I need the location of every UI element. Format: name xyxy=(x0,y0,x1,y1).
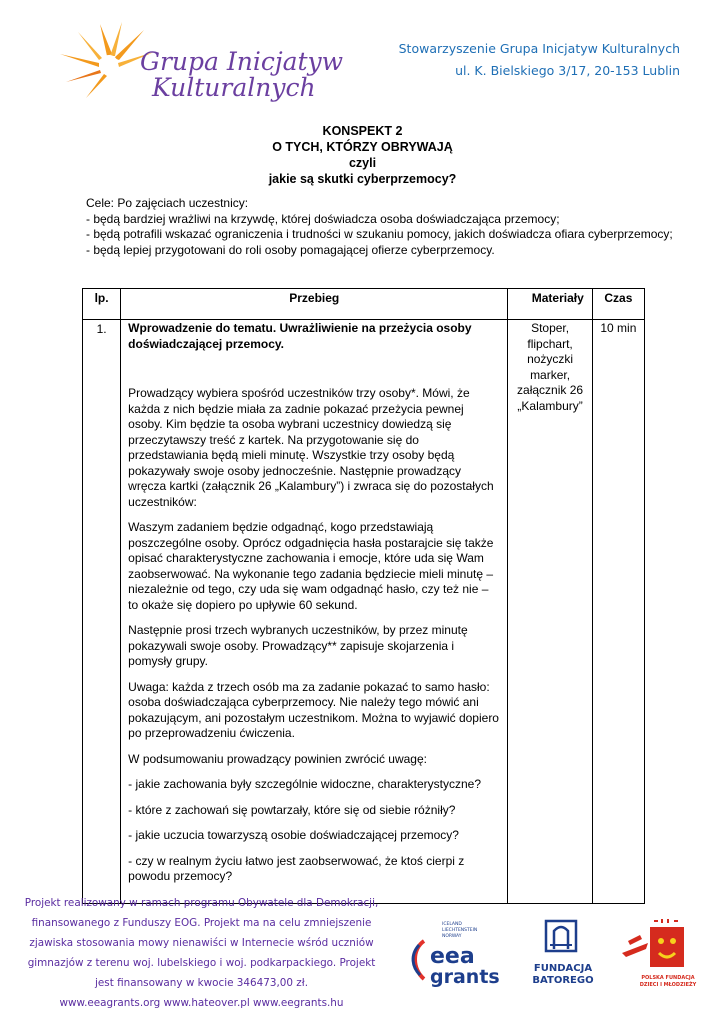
eea-country: LIECHTENSTEIN xyxy=(442,928,478,933)
step-paragraph: Prowadzący wybiera spośród uczestników trzy osoby*. Mówi, że każda z nich będzie miała za zadnie pokazać przeżycia pewnej osoby. Kim będzie ta osoba wybrani uczestnicy dowiedzą się przeczytawszy treść z kartek. Na przygotowanie się do przedstawiania będą mieli minutę. Wszystkie trzy osoby będą pokazywały swoje osoby jednocześnie. Następnie prowadzący wręcza kartki (załącznik 26 „Kalambury”) i zwraca się do pozostałych uczestników: xyxy=(128,386,494,509)
row-description xyxy=(121,320,508,904)
title-line-3: czyli xyxy=(348,156,377,170)
summary-question: - jakie uczucia towarzyszą osobie doświadczającej przemocy? xyxy=(128,828,459,842)
lesson-plan-table xyxy=(82,288,645,904)
row-time: 10 min xyxy=(592,320,644,904)
material-item: flipchart, xyxy=(527,336,573,351)
title-line-4: jakie są skutki cyberprzemocy? xyxy=(268,172,457,186)
row-number: 1. xyxy=(83,320,121,904)
batory-icon xyxy=(528,919,598,995)
batory-line1: FUNDACJA xyxy=(533,963,593,974)
footer-line: zjawiska stosowania mowy nienawiści w Internecie wśród uczniów xyxy=(29,937,374,949)
eea-country: ICELAND xyxy=(442,922,462,927)
eea-country: NORWAY xyxy=(442,934,462,939)
footer-line: finansowanego z Funduszy EOG. Projekt ma na celu zmniejszenie xyxy=(31,917,372,929)
summary-question: - jakie zachowania były szczególnie widoczne, charakterystyczne? xyxy=(128,777,481,791)
pfdim-icon xyxy=(620,913,700,997)
footer-line: gimnazjów z terenu woj. lubelskiego i woj. podkarpackiego. Projekt xyxy=(27,957,376,969)
logo-text-line2: Kulturalnych xyxy=(152,73,316,102)
sponsor-logos xyxy=(398,905,713,1005)
batory-logo xyxy=(528,919,598,995)
step-paragraph: Następnie prosi trzech wybranych uczestników, by przez minutę pokazywali swoje osoby. Prowadzący** zapisuje skojarzenia i pomysły grupy. xyxy=(128,623,468,668)
row-materials xyxy=(508,320,592,904)
pfdim-line1: POLSKA FUNDACJA xyxy=(641,975,695,981)
goal-item: - będą bardziej wrażliwi na krzywdę, której doświadcza osoba doświadczająca przemocy; xyxy=(86,211,560,226)
summary-question: - które z zachowań się powtarzały, które się od siebie różniły? xyxy=(128,802,456,817)
gik-logo xyxy=(52,16,344,106)
pfdim-line2: DZIECI I MŁODZIEŻY xyxy=(639,982,697,988)
gik-logo-graphic xyxy=(52,16,344,106)
summary-question: - czy w realnym życiu łatwo jest zaobserwować, że ktoś cierpi z powodu przemocy? xyxy=(128,853,465,883)
org-header xyxy=(399,38,680,82)
header-lp: lp. xyxy=(83,289,121,320)
table-header-row xyxy=(83,289,645,320)
pfdim-logo xyxy=(620,913,700,997)
step-title: Wprowadzenie do tematu. Uwrażliwienie na przeżycia osoby doświadczającej przemocy. xyxy=(128,321,472,351)
goal-item: - będą potrafili wskazać ograniczenia i trudności w szukaniu pomocy, jakich doświadcza ofiara cyberprzemocy; xyxy=(86,227,673,241)
footer-line: jest finansowany w kwocie 346473,00 zł. xyxy=(95,977,308,989)
eea-grants-logo xyxy=(410,915,500,991)
header-przebieg: Przebieg xyxy=(121,289,508,320)
title-line-2: O TYCH, KTÓRZY OBRYWAJĄ xyxy=(272,140,453,154)
document-title xyxy=(0,123,725,187)
step-paragraph: W podsumowaniu prowadzący powinien zwrócić uwagę: xyxy=(128,751,427,766)
goals-section xyxy=(86,196,686,258)
step-paragraph: Uwaga: każda z trzech osób ma za zadanie pokazać to samo hasło: osoba doświadczająca cyberprzemocy. Nie należy tego mówić ani pokazującym, ani pozostałym uczestnikom. Można to wyjawić dopiero po przeprowadzeniu ćwiczenia. xyxy=(128,679,499,740)
table-row xyxy=(83,320,645,904)
material-item: „Kalambury” xyxy=(517,398,583,413)
header-materialy: Materiały xyxy=(508,289,592,320)
eea-grants-icon xyxy=(410,915,500,991)
material-item: załącznik 26 xyxy=(517,383,584,397)
footer-line: Projekt realizowany w ramach programu Obywatele dla Demokracji, xyxy=(24,897,379,909)
org-address: ul. K. Bielskiego 3/17, 20-153 Lublin xyxy=(455,63,680,78)
header-czas: Czas xyxy=(592,289,644,320)
batory-line2: BATOREGO xyxy=(532,975,594,986)
goal-item: - będą lepiej przygotowani do roli osoby pomagającej ofierze cyberprzemocy. xyxy=(86,242,495,257)
org-name: Stowarzyszenie Grupa Inicjatyw Kulturalnych xyxy=(398,41,680,56)
footer-links: www.eeagrants.org www.hateover.pl www.eegrants.hu xyxy=(59,997,344,1009)
material-item: marker, xyxy=(530,367,571,382)
material-item: nożyczki xyxy=(527,352,574,366)
grants-word: grants xyxy=(430,966,500,988)
goals-intro: Cele: Po zajęciach uczestnicy: xyxy=(86,196,249,210)
material-item: Stoper, xyxy=(531,321,570,335)
footer-text xyxy=(18,893,385,1013)
step-paragraph: Waszym zadaniem będzie odgadnąć, kogo przedstawiają poszczególne osoby. Oprócz odgadnięcia hasła postarajcie się także opisać charakterystyczne zachowania i emocje, które uda się Wam zaobserwować. Na wykonanie tego zadania będziecie mieli minutę – niezależnie od tego, czy uda się wam odgadnąć hasło, czy też nie – to okaże się dopiero po upływie 60 sekund. xyxy=(128,520,494,612)
logo-text-line1: Grupa Inicjatyw xyxy=(140,47,344,76)
title-line-1: KONSPEKT 2 xyxy=(322,124,403,138)
eea-word: eea xyxy=(430,944,475,969)
